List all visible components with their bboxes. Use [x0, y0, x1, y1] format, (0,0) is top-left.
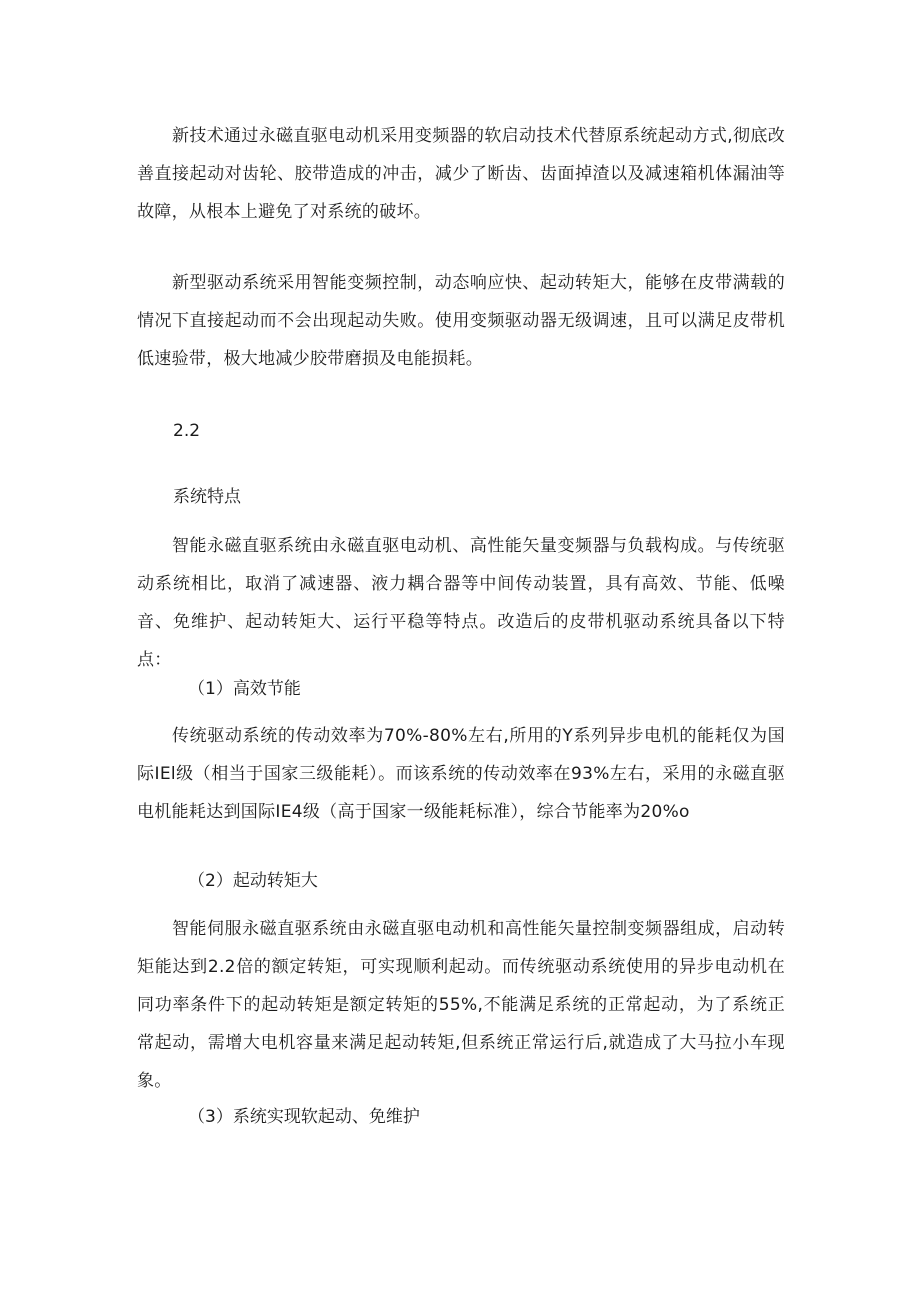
paragraph-efficiency-detail: 传统驱动系统的传动效率为70%-80%左右,所用的Y系列异步电机的能耗仅为国际IEl级（相当于国家三级能耗）。而该系统的传动效率在93%左右，采用的永磁直驱电机能耗达到国际IE4级（高于国家一级能耗标准），综合节能率为20%o [137, 726, 785, 822]
paragraph-system-overview: 智能永磁直驱系统由永磁直驱电动机、高性能矢量变频器与负载构成。与传统驱动系统相比，取消了减速器、液力耦合器等中间传动装置，具有高效、节能、低噪音、免维护、起动转矩大、运行平稳等特点。改造后的皮带机驱动系统具备以下特点： [137, 536, 785, 670]
list-item-heading-soft-start: （3）系统实现软起动、免维护 [188, 1107, 420, 1127]
paragraph-new-drive-system: 新型驱动系统采用智能变频控制，动态响应快、起动转矩大，能够在皮带满载的情况下直接起动而不会出现起动失败。使用变频驱动器无级调速，且可以满足皮带机低速验带，极大地减少胶带磨损及电能损耗。 [137, 273, 785, 369]
section-title: 系统特点 [173, 487, 241, 507]
paragraph-soft-start-technology: 新技术通过永磁直驱电动机采用变频器的软启动技术代替原系统起动方式,彻底改善直接起动对齿轮、胶带造成的冲击，减少了断齿、齿面掉渣以及减速箱机体漏油等故障，从根本上避免了对系统的破坏。 [137, 126, 785, 222]
list-item-heading-efficiency: （1）高效节能 [188, 679, 301, 699]
list-item-heading-starting-torque: （2）起动转矩大 [188, 871, 318, 891]
paragraph-starting-torque-detail: 智能伺服永磁直驱系统由永磁直驱电动机和高性能矢量控制变频器组成，启动转矩能达到2.2倍的额定转矩，可实现顺利起动。而传统驱动系统使用的异步电动机在同功率条件下的起动转矩是额定转矩的55%,不能满足系统的正常起动，为了系统正常起动，需增大电机容量来满足起动转矩,但系统正常运行后,就造成了大马拉小车现象。 [137, 919, 785, 1091]
section-number: 2.2 [173, 421, 201, 441]
